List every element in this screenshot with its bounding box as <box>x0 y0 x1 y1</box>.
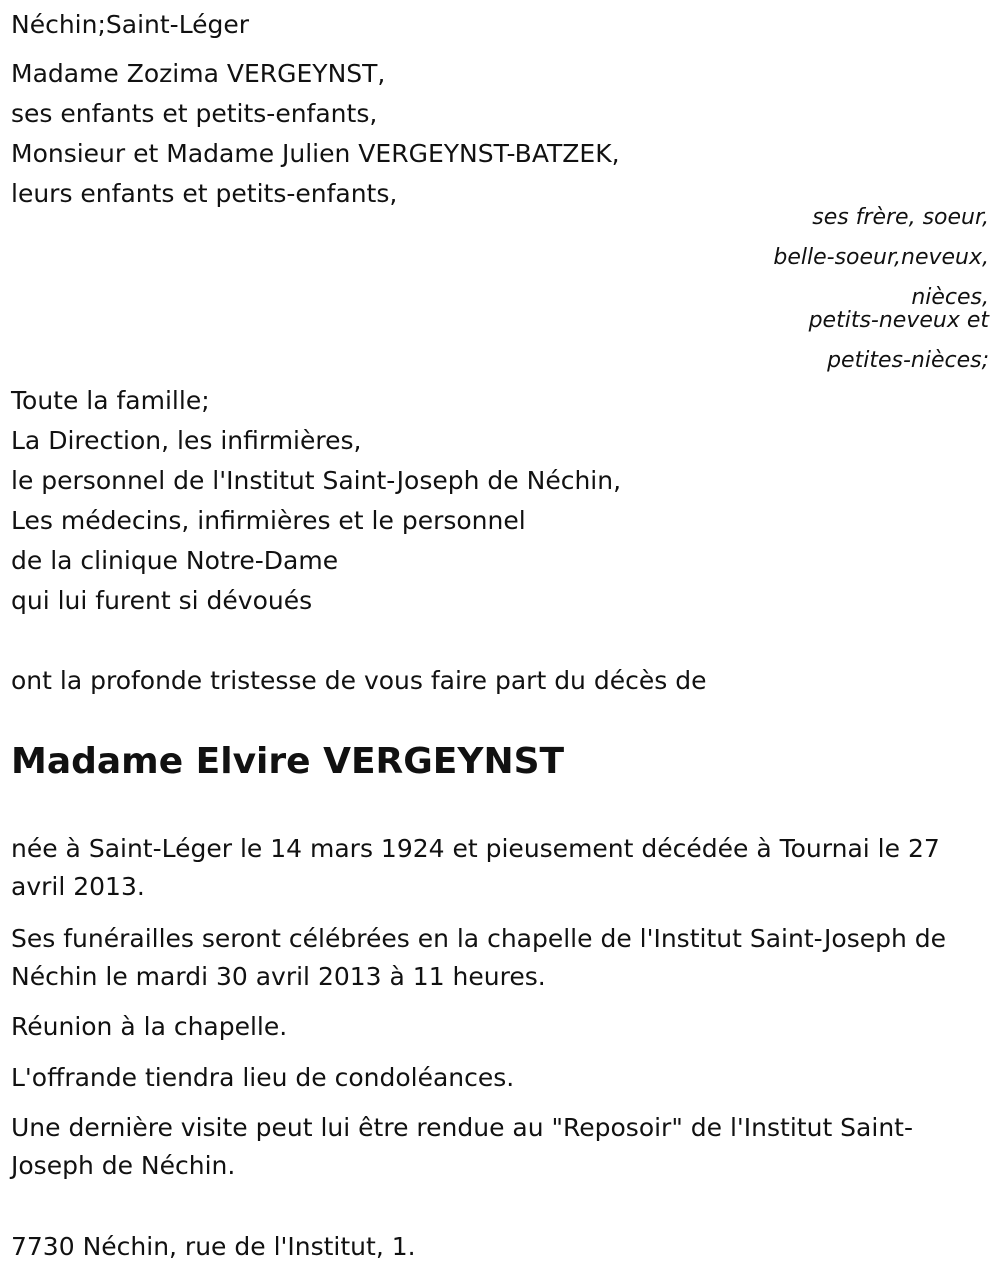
others-line: le personnel de l'Institut Saint-Joseph de Néchin, <box>11 466 622 495</box>
relatives-line: petites-nièces; <box>827 348 989 373</box>
location-header: Néchin;Saint-Léger <box>11 10 250 39</box>
deceased-name: Madame Elvire VERGEYNST <box>11 741 565 782</box>
relatives-line: nièces, <box>911 285 989 310</box>
others-line: de la clinique Notre-Dame <box>11 546 339 575</box>
others-line: Les médecins, infirmières et le personnel <box>11 506 526 535</box>
others-line: La Direction, les infirmières, <box>11 426 362 455</box>
funeral-details: Ses funérailles seront célébrées en la chapelle de l'Institut Saint-Joseph de Néchin le mardi 30 avril 2013 à 11 heures. <box>11 924 947 991</box>
offering-details: L'offrande tiendra lieu de condoléances. <box>11 1063 515 1092</box>
address: 7730 Néchin, rue de l'Institut, 1. <box>11 1232 416 1261</box>
announcement: ont la profonde tristesse de vous faire part du décès de <box>11 666 707 695</box>
family-line: leurs enfants et petits-enfants, <box>11 179 398 208</box>
relatives-line: belle-soeur,neveux, <box>773 245 989 270</box>
relatives-line: ses frère, soeur, <box>812 205 989 230</box>
family-line: Madame Zozima VERGEYNST, <box>11 59 386 88</box>
family-line: ses enfants et petits-enfants, <box>11 99 378 128</box>
family-line: Monsieur et Madame Julien VERGEYNST-BATZEK, <box>11 139 620 168</box>
birth-death-details: née à Saint-Léger le 14 mars 1924 et pieusement décédée à Tournai le 27 avril 2013. <box>11 834 940 901</box>
meeting-details: Réunion à la chapelle. <box>11 1012 288 1041</box>
visit-details: Une dernière visite peut lui être rendue au "Reposoir" de l'Institut Saint-Joseph de Néchin. <box>11 1113 913 1180</box>
others-line: Toute la famille; <box>11 386 210 415</box>
others-line: qui lui furent si dévoués <box>11 586 313 615</box>
relatives-line: petits-neveux et <box>808 308 989 333</box>
